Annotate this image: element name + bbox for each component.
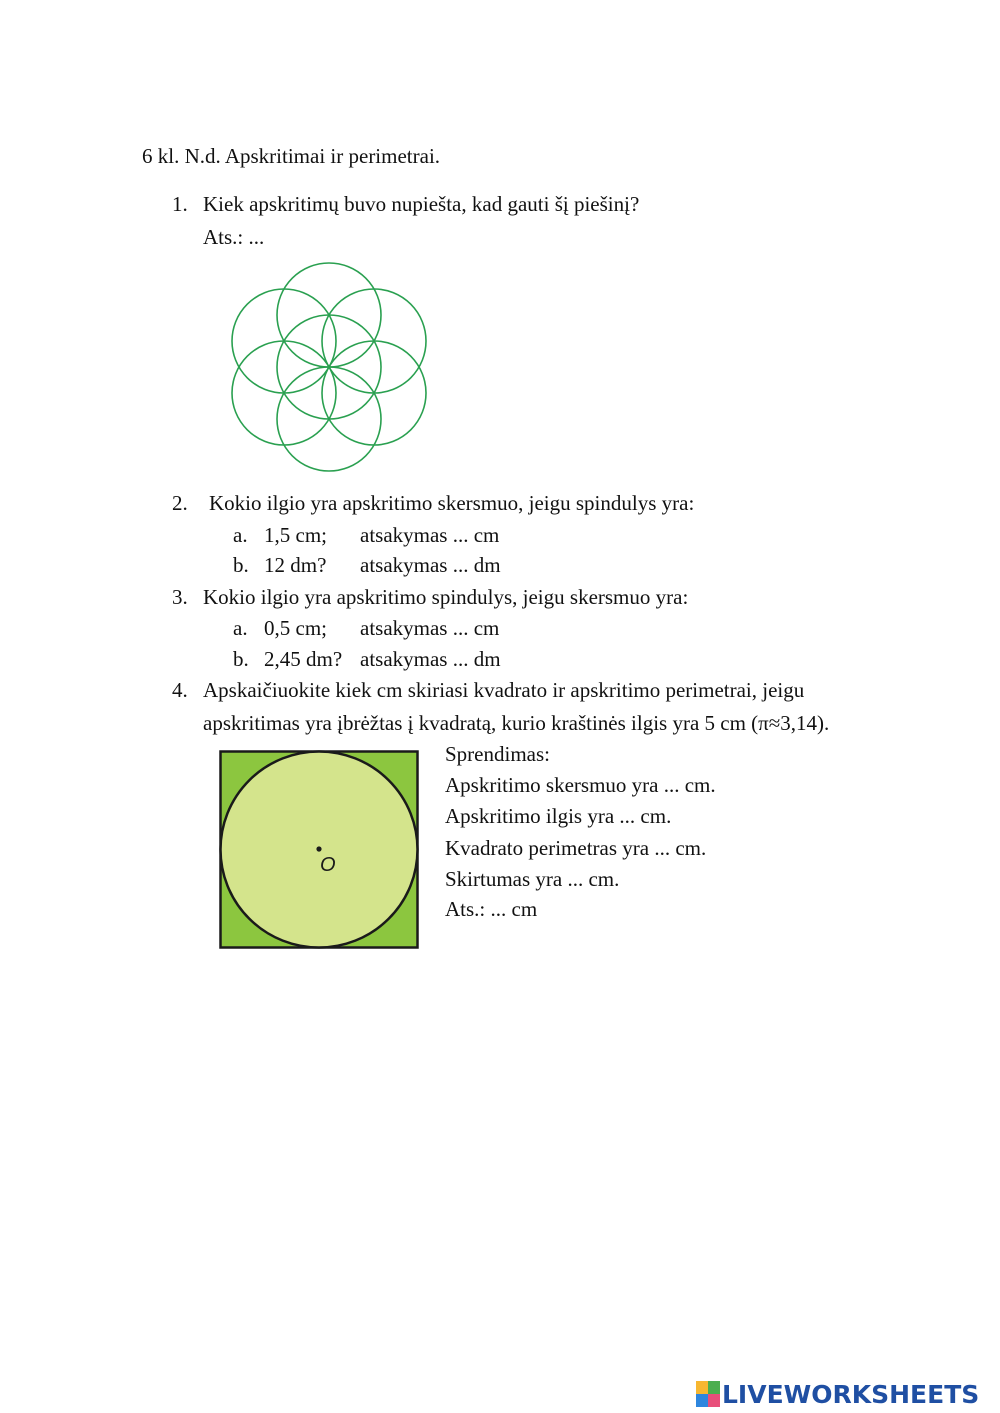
q2-item-b-answer[interactable]: atsakymas ... dm (360, 553, 501, 577)
q1-number: 1. (172, 192, 188, 216)
solution-square-perimeter[interactable]: Kvadrato perimetras yra ... cm. (445, 836, 707, 860)
q2-item-b-letter: b. (233, 553, 249, 577)
q3-item-a-letter: a. (233, 616, 248, 640)
solution-difference[interactable]: Skirtumas yra ... cm. (445, 867, 620, 891)
liveworksheets-logo (696, 1378, 979, 1410)
q3-item-b-value: 2,45 dm? (264, 647, 343, 671)
page-title: 6 kl. N.d. Apskritimai ir perimetrai. (142, 144, 441, 168)
q3-item-a-answer[interactable]: atsakymas ... cm (360, 616, 500, 640)
brand-name: LIVEWORKSHEETS (722, 1379, 980, 1409)
flower-of-life-figure (222, 254, 436, 480)
q2-text: Kokio ilgio yra apskritimo skersmuo, jeigu spindulys yra: (209, 491, 695, 515)
q3-text: Kokio ilgio yra apskritimo spindulys, jeigu skersmuo yra: (203, 585, 689, 609)
solution-circumference[interactable]: Apskritimo ilgis yra ... cm. (445, 804, 672, 828)
inscribed-circle-figure (219, 750, 421, 952)
q3-item-b-letter: b. (233, 647, 249, 671)
q3-number: 3. (172, 585, 188, 609)
solution-heading: Sprendimas: (445, 742, 550, 766)
q2-number: 2. (172, 491, 188, 515)
center-label: O (320, 854, 336, 876)
q2-item-b-value: 12 dm? (264, 553, 327, 577)
solution-diameter[interactable]: Apskritimo skersmuo yra ... cm. (445, 773, 716, 797)
q2-item-a-value: 1,5 cm; (264, 523, 327, 547)
q1-answer[interactable]: Ats.: ... (203, 225, 265, 249)
q4-number: 4. (172, 678, 188, 702)
center-point (316, 846, 321, 851)
q2-item-a-answer[interactable]: atsakymas ... cm (360, 523, 500, 547)
q2-item-a-letter: a. (233, 523, 248, 547)
liveworksheets-icon (696, 1381, 720, 1407)
q1-text: Kiek apskritimų buvo nupiešta, kad gauti šį piešinį? (203, 192, 640, 216)
q4-text-line2: apskritimas yra įbrėžtas į kvadratą, kurio kraštinės ilgis yra 5 cm (π≈3,14). (203, 711, 830, 735)
q3-item-a-value: 0,5 cm; (264, 616, 327, 640)
q4-text-line1: Apskaičiuokite kiek cm skiriasi kvadrato ir apskritimo perimetrai, jeigu (203, 678, 805, 702)
solution-answer[interactable]: Ats.: ... cm (445, 897, 538, 921)
q3-item-b-answer[interactable]: atsakymas ... dm (360, 647, 501, 671)
